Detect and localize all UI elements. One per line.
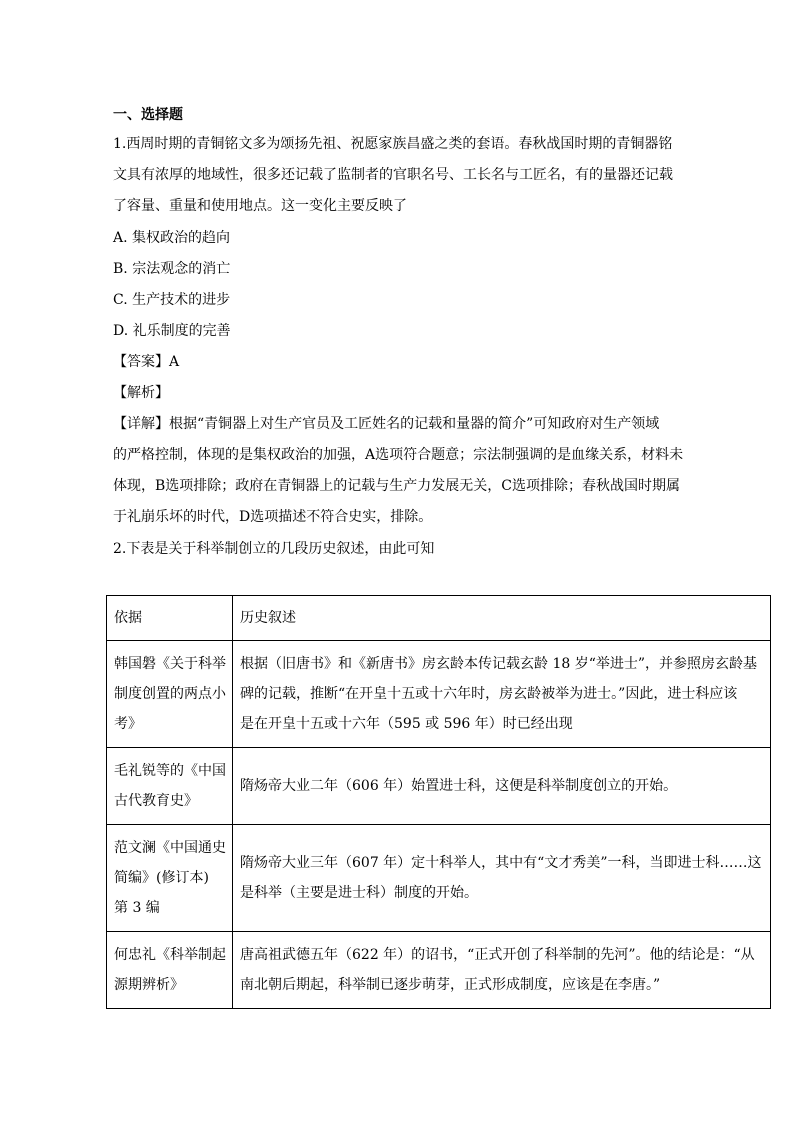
row-narrative [233,825,771,932]
row-narrative-line: 是在开皇十五或十六年（595 或 596 年）时已经出现 [240,716,573,732]
row-source-line: 考》 [114,716,142,732]
header-narrative: 历史叙述 [233,596,771,641]
history-table [106,595,771,1009]
row-narrative-line: 南北朝后期起，科举制已逐步萌芽，正式形成制度，应该是在李唐。” [240,977,661,993]
header-source: 依据 [107,596,233,641]
q1-answer: 【答案】A [113,354,180,370]
q1-option-a: A. 集权政治的趋向 [113,230,231,246]
q1-option-d: D. 礼乐制度的完善 [113,323,231,339]
table-header-row [107,596,771,641]
q1-stem-line-2: 文具有浓厚的地域性，很多还记载了监制者的官职名号、工长名与工匠名，有的量器还记载 [113,167,673,183]
row-narrative-line: 唐高祖武德五年（622 年）的诏书，“正式开创了科举制的先河”。他的结论是：“从 [240,947,755,963]
section-title: 一、选择题 [113,107,183,123]
q1-stem-line-1: 1.西周时期的青铜铭文多为颂扬先祖、祝愿家族昌盛之类的套语。春秋战国时期的青铜器铭 [113,136,673,152]
row-narrative [233,932,771,1009]
row-source [107,641,233,748]
q1-analysis-line-2: 的严格控制，体现的是集权政治的加强，A选项符合题意；宗法制强调的是血缘关系，材料未 [113,447,684,463]
q1-analysis-line-4: 于礼崩乐坏的时代，D选项描述不符合史实，排除。 [113,509,433,525]
row-source-line: 古代教育史》 [114,793,198,809]
q1-option-c: C. 生产技术的进步 [113,292,231,308]
row-source-line: 毛礼锐等的《中国 [114,763,226,779]
row-source-line: 制度创置的两点小 [114,686,226,702]
table-row [107,748,771,825]
table-row [107,825,771,932]
row-source [107,748,233,825]
row-source [107,932,233,1009]
table-row [107,932,771,1009]
q2-stem: 2.下表是关于科举制创立的几段历史叙述，由此可知 [113,541,435,557]
q1-option-b: B. 宗法观念的消亡 [113,261,231,277]
row-source-line: 简编》(修订本) [114,870,209,886]
row-narrative-line: 隋炀帝大业二年（606 年）始置进士科，这便是科举制度创立的开始。 [240,778,678,794]
row-source-line: 源期辨析》 [114,977,184,993]
row-source-line: 韩国磐《关于科举 [114,656,226,672]
row-narrative [233,748,771,825]
table-row [107,641,771,748]
row-source-line: 范文澜《中国通史 [114,840,226,856]
q1-analysis-line-1: 【详解】根据“青铜器上对生产官员及工匠姓名的记载和量器的简介”可知政府对生产领域 [113,416,660,432]
row-source-line: 何忠礼《科举制起 [114,947,226,963]
row-source-line: 第 3 编 [114,900,160,916]
row-narrative-line: 是科举（主要是进士科）制度的开始。 [240,885,478,901]
q1-analysis-line-3: 体现，B选项排除；政府在青铜器上的记载与生产力发展无关，C选项排除；春秋战国时期属 [113,478,680,494]
row-narrative-line: 隋炀帝大业三年（607 年）定十科举人，其中有“文才秀美”一科，当即进士科……这 [240,855,762,871]
row-source [107,825,233,932]
row-narrative-line: 根据（旧唐书》和《新唐书》房玄龄本传记载玄龄 18 岁“举进士”，并参照房玄龄基 [240,656,758,672]
row-narrative [233,641,771,748]
row-narrative-line: 碑的记载，推断“在开皇十五或十六年时，房玄龄被举为进士。”因此，进士科应该 [240,686,738,702]
q1-stem-line-3: 了容量、重量和使用地点。这一变化主要反映了 [113,198,407,214]
q1-analysis-label: 【解析】 [113,385,169,401]
